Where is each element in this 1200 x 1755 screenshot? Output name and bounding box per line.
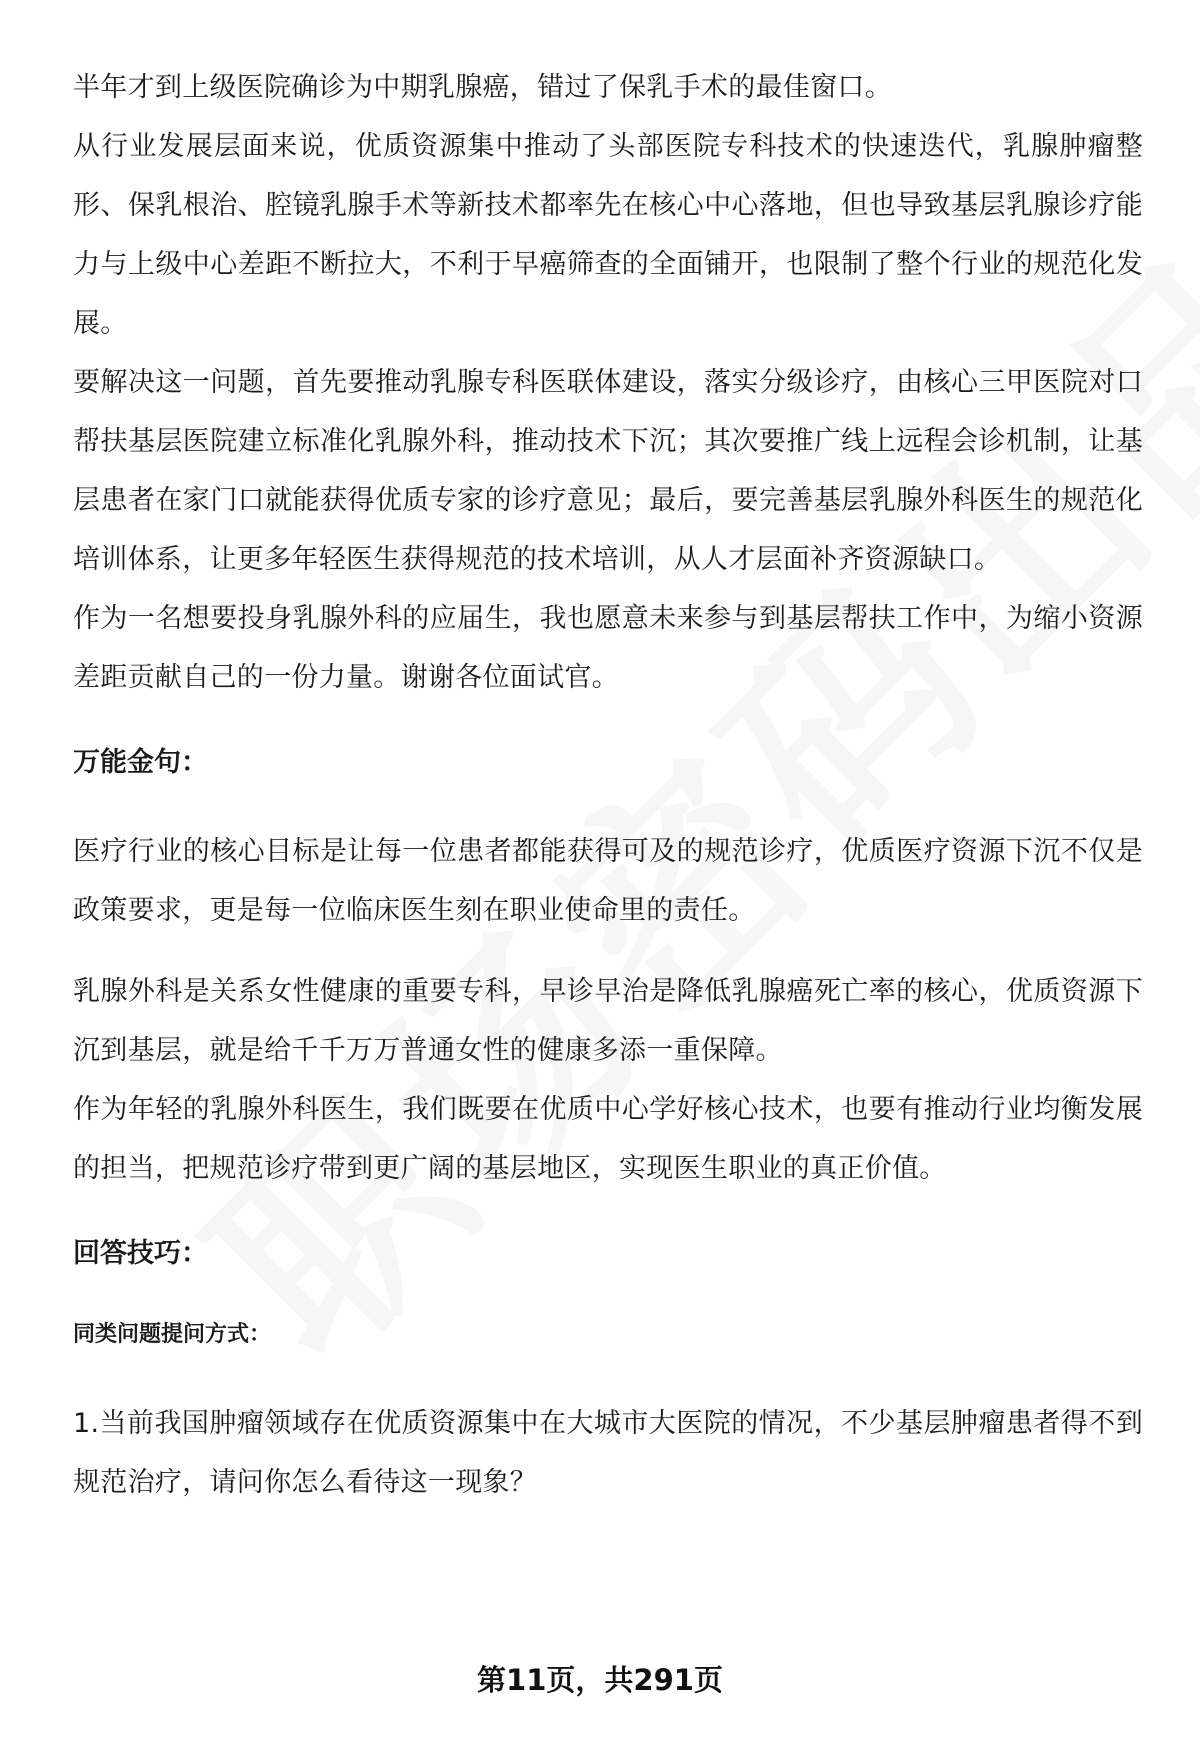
document-body [73,58,1143,1512]
page-number: 第11页，共291页 [477,1663,723,1697]
paragraph-solution: 要解决这一问题，首先要推动乳腺专科医联体建设，落实分级诊疗，由核心三甲医院对口帮扶基层医院建立标准化乳腺外科，推动技术下沉；其次要推广线上远程会诊机制，让基层患者在家门口就能获得优质专家的诊疗意见；最后，要完善基层乳腺外科医生的规范化培训体系，让更多年轻医生获得规范的技术培训，从人才层面补齐资源缺口。 [73,367,1143,575]
golden-sentence-3: 作为年轻的乳腺外科医生，我们既要在优质中心学好核心技术，也要有推动行业均衡发展的担当，把规范诊疗带到更广阔的基层地区，实现医生职业的真正价值。 [73,1094,1143,1184]
golden-sentence-1: 医疗行业的核心目标是让每一位患者都能获得可及的规范诊疗，优质医疗资源下沉不仅是政策要求，更是每一位临床医生刻在职业使命里的责任。 [73,836,1143,926]
paragraph-industry: 从行业发展层面来说，优质资源集中推动了头部医院专科技术的快速迭代，乳腺肿瘤整形、保乳根治、腔镜乳腺手术等新技术都率先在核心中心落地，但也导致基层乳腺诊疗能力与上级中心差距不断拉大，不利于早癌筛查的全面铺开，也限制了整个行业的规范化发展。 [73,131,1143,339]
similar-question-1: 1.当前我国肿瘤领域存在优质资源集中在大城市大医院的情况，不少基层肿瘤患者得不到规范治疗，请问你怎么看待这一现象？ [73,1408,1143,1498]
golden-sentence-2: 乳腺外科是关系女性健康的重要专科，早诊早治是降低乳腺癌死亡率的核心，优质资源下沉到基层，就是给千千万万普通女性的健康多添一重保障。 [73,976,1143,1066]
paragraph-continuation: 半年才到上级医院确诊为中期乳腺癌，错过了保乳手术的最佳窗口。 [73,72,892,103]
heading-golden-sentences: 万能金句： [73,747,208,778]
subheading-similar-questions: 同类问题提问方式： [73,1322,272,1347]
heading-answer-tips: 回答技巧： [73,1238,208,1269]
paragraph-closing: 作为一名想要投身乳腺外科的应届生，我也愿意未来参与到基层帮扶工作中，为缩小资源差距贡献自己的一份力量。谢谢各位面试官。 [73,603,1143,693]
